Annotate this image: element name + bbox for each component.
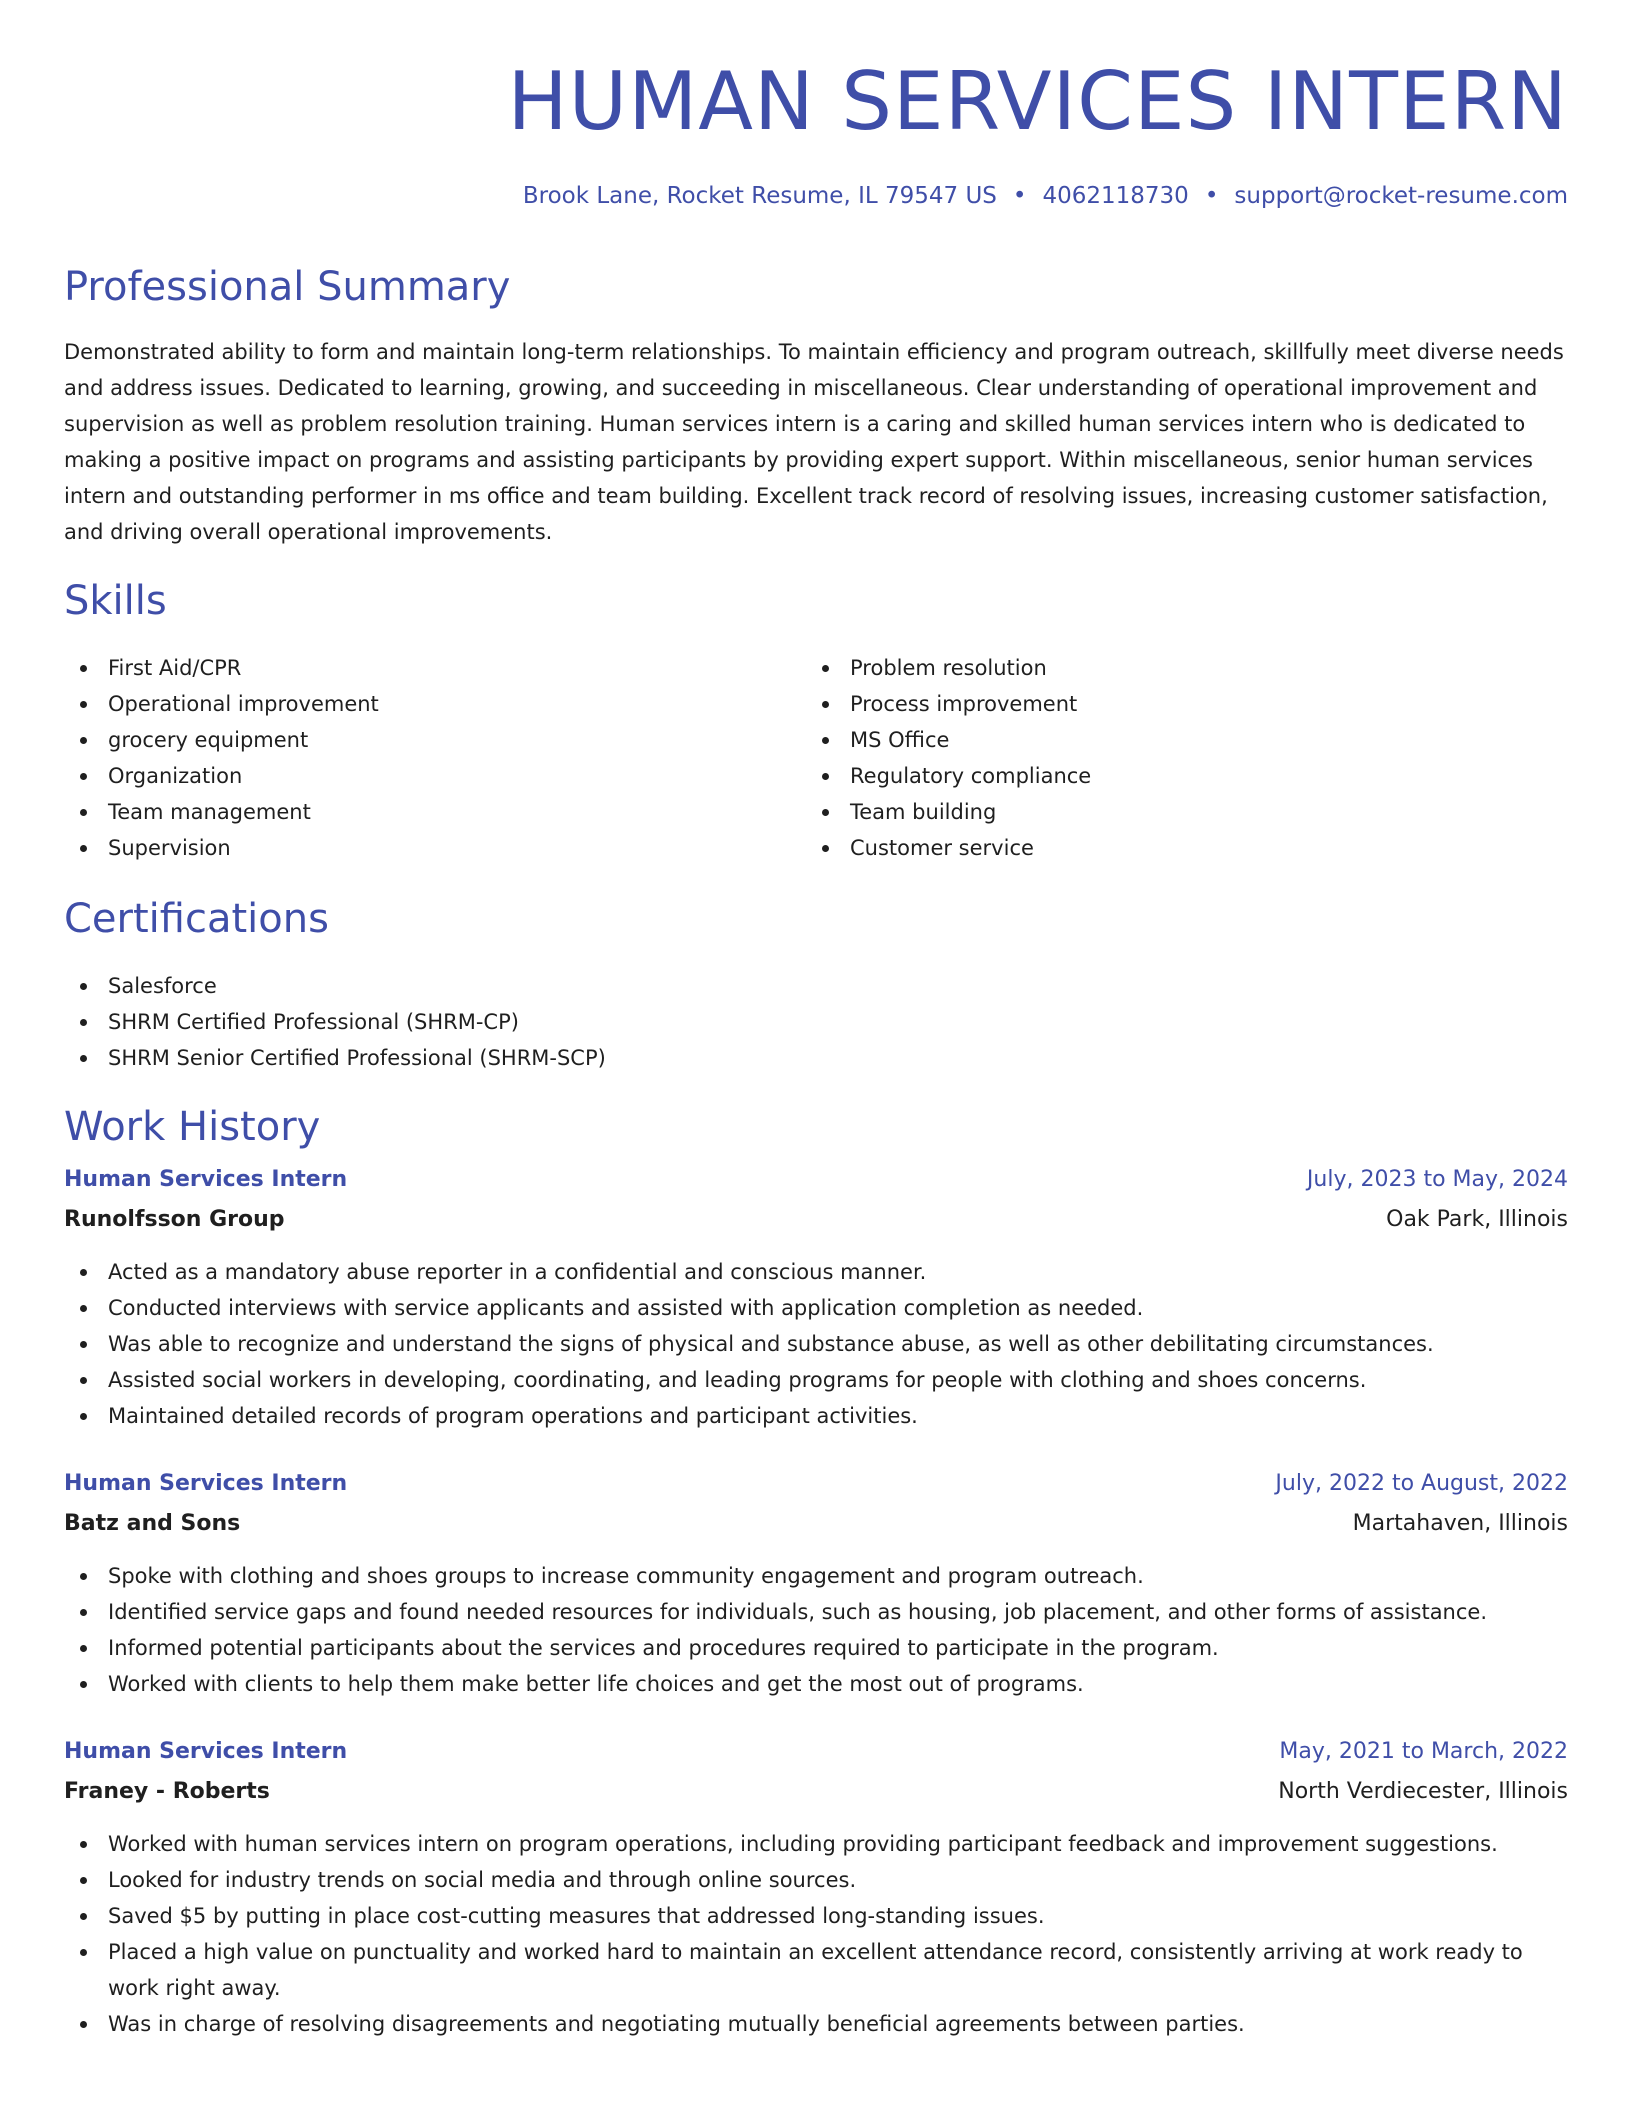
work-entry-header: [64, 1734, 1568, 1774]
work-entry-header: [64, 1466, 1568, 1506]
list-item: [64, 1326, 1568, 1362]
list-item-text: Placed a high value on punctuality and worked hard to maintain an excellent attendance record, consistently arriving at work ready to work right away.: [108, 1940, 1523, 2000]
bullet-icon: [80, 737, 87, 744]
list-item-text: Identified service gaps and found needed resources for individuals, such as housing, job placement, and other forms of assistance.: [108, 1600, 1488, 1624]
work-entry: [64, 1466, 1568, 1702]
list-item: [64, 686, 764, 722]
list-item-text: Regulatory compliance: [850, 764, 1092, 788]
resume-title: HUMAN SERVICES INTERN: [507, 55, 1568, 148]
bullet-icon: [822, 809, 829, 816]
list-item: [64, 1666, 1568, 1702]
contact-address: Brook Lane, Rocket Resume, IL 79547 US: [522, 183, 997, 209]
list-item-text: Supervision: [108, 836, 231, 860]
bullet-icon: [80, 1269, 87, 1276]
job-company: Runolfsson Group: [64, 1207, 285, 1232]
contact-line: [523, 180, 1568, 212]
list-item: [64, 1362, 1568, 1398]
bullet-icon: [80, 2021, 87, 2028]
bullet-icon: [80, 1645, 87, 1652]
certifications-heading: Certifications: [64, 896, 329, 942]
list-item-text: Worked with human services intern on program operations, including providing participant feedback and improvement suggestions.: [108, 1832, 1498, 1856]
bullet-icon: [80, 1913, 87, 1920]
bullet-icon: [80, 1413, 87, 1420]
bullet-icon: [822, 701, 829, 708]
bullet-icon: [80, 1019, 87, 1026]
job-location: Oak Park, Illinois: [1386, 1207, 1568, 1232]
job-bullets: [64, 1558, 1568, 1702]
work-entry: [64, 1162, 1568, 1434]
bullet-icon: [80, 1341, 87, 1348]
list-item: [64, 1398, 1568, 1434]
bullet-icon: [80, 809, 87, 816]
list-item-text: Salesforce: [108, 974, 217, 998]
list-item-text: Acted as a mandatory abuse reporter in a confidential and conscious manner.: [108, 1260, 927, 1284]
bullet-icon: [822, 737, 829, 744]
list-item-text: MS Office: [850, 728, 950, 752]
list-item-text: Organization: [108, 764, 243, 788]
list-item: [64, 1630, 1568, 1666]
job-location: North Verdiecester, Illinois: [1278, 1779, 1568, 1804]
work-history-heading: Work History: [64, 1104, 321, 1150]
bullet-icon: [80, 665, 87, 672]
bullet-icon: [822, 845, 829, 852]
list-item: [64, 794, 764, 830]
contact-separator: •: [1012, 183, 1027, 209]
job-dates: July, 2023 to May, 2024: [1306, 1167, 1568, 1192]
list-item: [64, 1862, 1568, 1898]
list-item: [806, 686, 1506, 722]
list-item-text: Saved $5 by putting in place cost-cutting measures that addressed long-standing issues.: [108, 1904, 1045, 1928]
work-entry-subheader: [64, 1774, 1568, 1814]
list-item: [806, 794, 1506, 830]
bullet-icon: [80, 983, 87, 990]
skills-list-right: [806, 650, 1506, 866]
work-entry-subheader: [64, 1202, 1568, 1242]
work-entry: [64, 1734, 1568, 2042]
list-item: [806, 758, 1506, 794]
bullet-icon: [80, 773, 87, 780]
work-entry-header: [64, 1162, 1568, 1202]
list-item: [64, 1826, 1568, 1862]
skills-list-left: [64, 650, 764, 866]
contact-email[interactable]: support@rocket-resume.com: [1234, 183, 1568, 209]
list-item-text: Conducted interviews with service applicants and assisted with application completion as needed.: [108, 1296, 1144, 1320]
summary-heading: Professional Summary: [64, 264, 511, 310]
list-item-text: Problem resolution: [850, 656, 1047, 680]
list-item: [64, 1934, 1568, 2006]
list-item: [64, 650, 764, 686]
summary-text: Demonstrated ability to form and maintain long-term relationships. To maintain efficiency and program outreach, skillfully meet diverse needs and address issues. Dedicated to learning, growing, and succeeding in miscellaneous. Clear understanding of operational improvement and supervision as well as problem resolution training. Human services intern is a caring and skilled human services intern who is dedicated to making a positive impact on programs and assisting participants by providing expert support. Within miscellaneous, senior human services intern and outstanding performer in ms office and team building. Excellent track record of resolving issues, increasing customer satisfaction, and driving overall operational improvements.: [64, 340, 1564, 544]
bullet-icon: [822, 773, 829, 780]
list-item-text: SHRM Certified Professional (SHRM-CP): [108, 1010, 519, 1034]
list-item: [806, 722, 1506, 758]
list-item-text: Maintained detailed records of program operations and participant activities.: [108, 1404, 918, 1428]
list-item-text: Was able to recognize and understand the signs of physical and substance abuse, as well as other debilitating circumstances.: [108, 1332, 1434, 1356]
list-item: [64, 1254, 1568, 1290]
list-item-text: Was in charge of resolving disagreements and negotiating mutually beneficial agreements between parties.: [108, 2012, 1245, 2036]
job-title: Human Services Intern: [64, 1471, 348, 1496]
list-item: [806, 830, 1506, 866]
job-dates: July, 2022 to August, 2022: [1275, 1471, 1568, 1496]
list-item: [64, 1558, 1568, 1594]
list-item: [806, 650, 1506, 686]
list-item-text: Team building: [850, 800, 997, 824]
list-item: [64, 1594, 1568, 1630]
bullet-icon: [80, 1877, 87, 1884]
bullet-icon: [80, 1841, 87, 1848]
list-item: [64, 758, 764, 794]
job-title: Human Services Intern: [64, 1167, 348, 1192]
job-bullets: [64, 1254, 1568, 1434]
list-item-text: grocery equipment: [108, 728, 309, 752]
job-company: Batz and Sons: [64, 1511, 241, 1536]
list-item-text: Assisted social workers in developing, coordinating, and leading programs for people with clothing and shoes concerns.: [108, 1368, 1367, 1392]
list-item: [64, 1004, 1064, 1040]
list-item-text: First Aid/CPR: [108, 656, 242, 680]
list-item: [64, 2006, 1568, 2042]
contact-phone[interactable]: 4062118730: [1042, 183, 1189, 209]
bullet-icon: [80, 1305, 87, 1312]
list-item-text: Informed potential participants about the services and procedures required to participate in the program.: [108, 1636, 1219, 1660]
list-item-text: Customer service: [850, 836, 1034, 860]
contact-separator: •: [1204, 183, 1219, 209]
list-item-text: Spoke with clothing and shoes groups to increase community engagement and program outreach.: [108, 1564, 1144, 1588]
job-company: Franey - Roberts: [64, 1779, 270, 1804]
list-item-text: Process improvement: [850, 692, 1078, 716]
list-item-text: Team management: [108, 800, 311, 824]
job-bullets: [64, 1826, 1568, 2042]
work-entry-subheader: [64, 1506, 1568, 1546]
job-location: Martahaven, Illinois: [1352, 1511, 1568, 1536]
list-item: [64, 722, 764, 758]
list-item-text: Operational improvement: [108, 692, 379, 716]
list-item: [64, 830, 764, 866]
list-item: [64, 1290, 1568, 1326]
job-dates: May, 2021 to March, 2022: [1279, 1739, 1568, 1764]
list-item: [64, 1898, 1568, 1934]
bullet-icon: [80, 1055, 87, 1062]
bullet-icon: [80, 845, 87, 852]
resume-page: [64, 0, 1568, 2112]
list-item: [64, 968, 1064, 1004]
list-item-text: Looked for industry trends on social media and through online sources.: [108, 1868, 857, 1892]
skills-heading: Skills: [64, 578, 167, 624]
job-title: Human Services Intern: [64, 1739, 348, 1764]
certifications-list: [64, 968, 1064, 1076]
bullet-icon: [80, 1609, 87, 1616]
bullet-icon: [80, 1377, 87, 1384]
bullet-icon: [822, 665, 829, 672]
bullet-icon: [80, 1949, 87, 1956]
bullet-icon: [80, 1573, 87, 1580]
list-item-text: Worked with clients to help them make better life choices and get the most out of programs.: [108, 1672, 1084, 1696]
list-item: [64, 1040, 1064, 1076]
bullet-icon: [80, 701, 87, 708]
bullet-icon: [80, 1681, 87, 1688]
list-item-text: SHRM Senior Certified Professional (SHRM-SCP): [108, 1046, 606, 1070]
